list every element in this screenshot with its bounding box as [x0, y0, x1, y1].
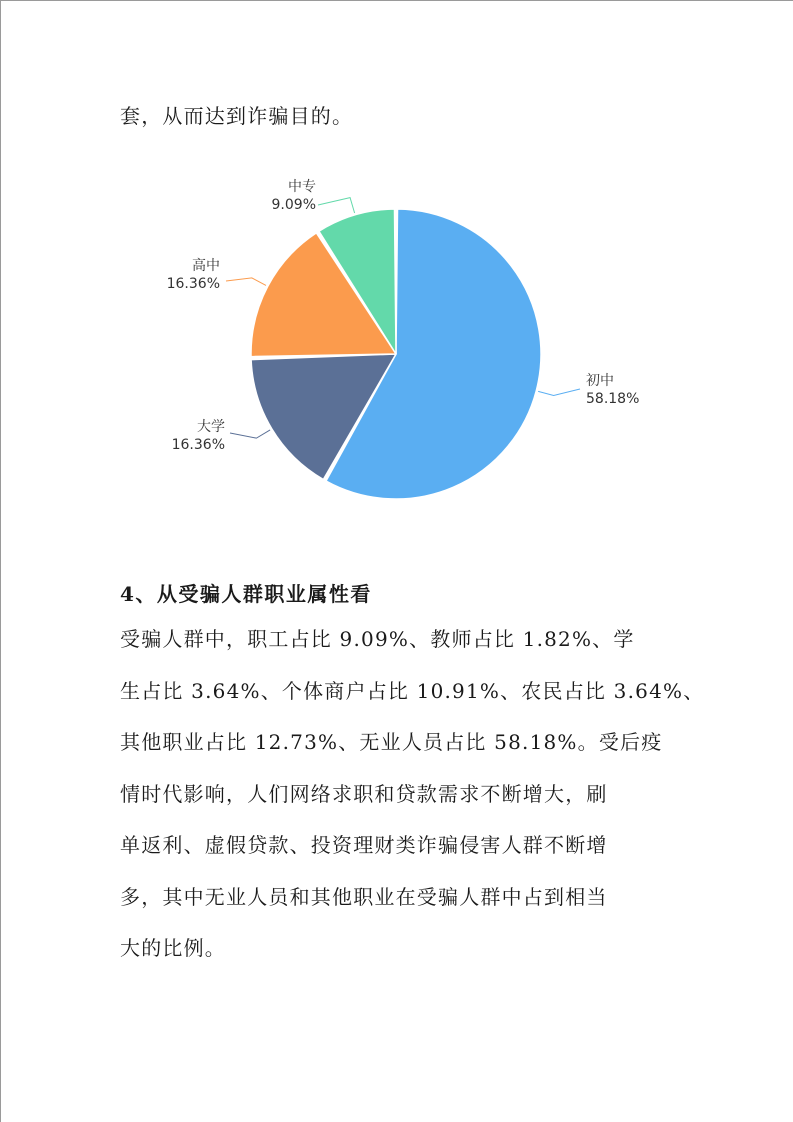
body-line: 生占比 3.64%、个体商户占比 10.91%、农民占比 3.64%、 [120, 678, 705, 703]
page-border-left [0, 0, 1, 1122]
slice-percent-label: 58.18% [586, 391, 640, 407]
body-line: 其他职业占比 12.73%、无业人员占比 58.18%。受后疫 [120, 730, 663, 754]
page-border-top [0, 0, 793, 1]
slice-percent-label: 9.09% [271, 197, 316, 213]
leader-line [538, 389, 580, 395]
section-heading: 4、从受骗人群职业属性看 [120, 582, 372, 606]
body-line: 单返利、虚假贷款、投资理财类诈骗侵害人群不断增 [120, 833, 608, 857]
education-pie-chart [150, 175, 670, 515]
leader-line [230, 430, 270, 438]
leader-line [226, 278, 266, 285]
body-line: 情时代影响，人们网络求职和贷款需求不断增大，刷 [120, 781, 608, 806]
intro-paragraph: 套，从而达到诈骗目的。 [120, 104, 354, 128]
slice-percent-label: 16.36% [166, 276, 220, 292]
leader-line [318, 198, 355, 213]
body-line: 大的比例。 [120, 936, 226, 960]
slice-name-label: 大学 [197, 419, 225, 435]
body-line: 多，其中无业人员和其他职业在受骗人群中占到相当 [120, 884, 608, 909]
body-line: 受骗人群中，职工占比 9.09%、教师占比 1.82%、学 [120, 627, 635, 651]
slice-percent-label: 16.36% [171, 437, 225, 453]
slice-name-label: 初中 [586, 373, 614, 389]
slice-name-label: 高中 [192, 258, 220, 274]
slice-name-label: 中专 [288, 179, 316, 195]
